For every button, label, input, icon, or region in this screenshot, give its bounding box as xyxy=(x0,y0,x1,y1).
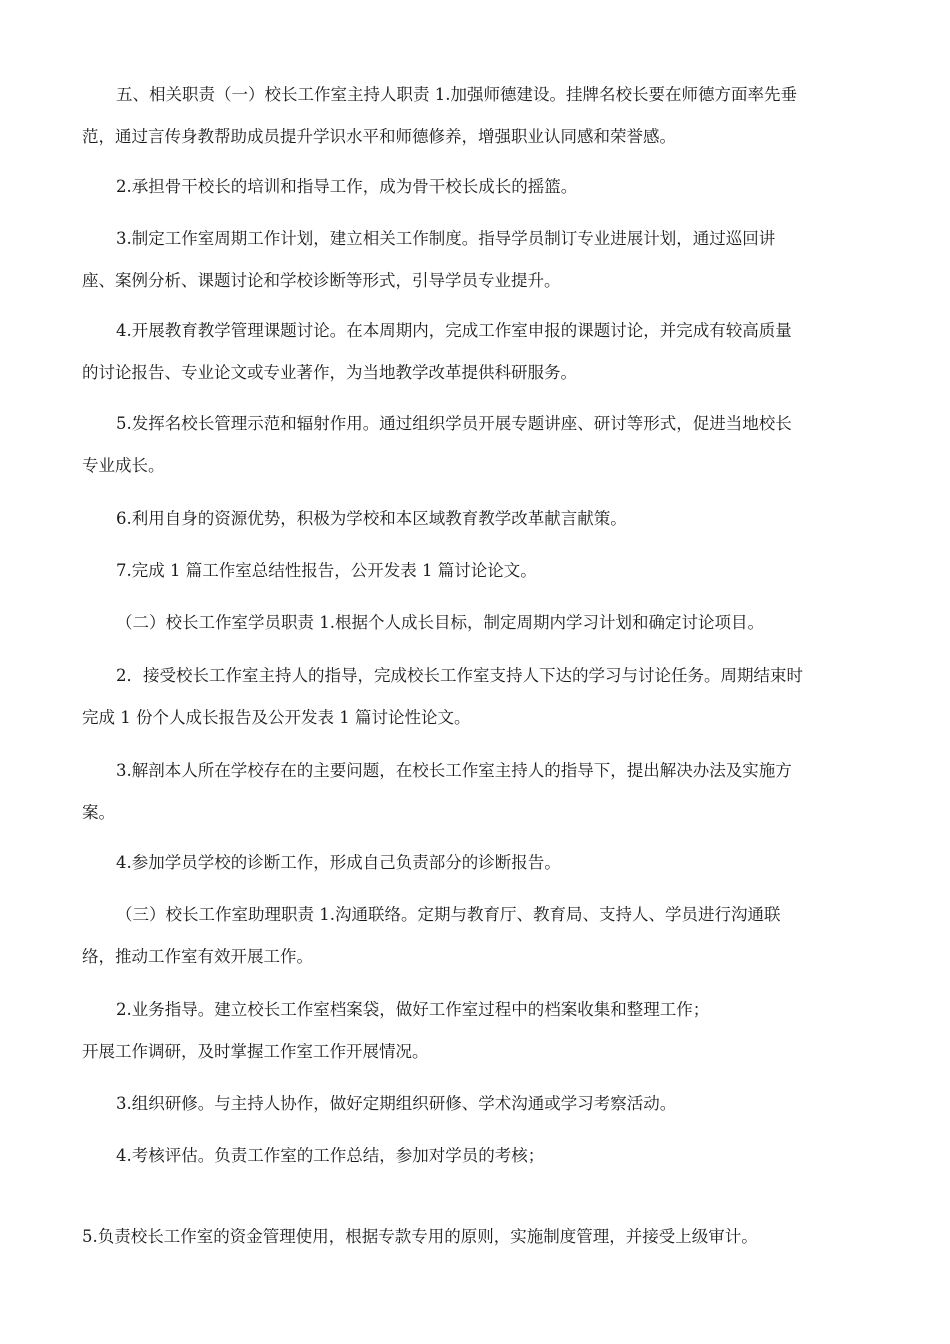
paragraph-member-duties-4 xyxy=(82,842,872,884)
paragraph-principal-duties-1 xyxy=(82,74,872,158)
paragraph-principal-duties-3 xyxy=(82,218,872,302)
paragraph-line: 3.组织研修。与主持人协作，做好定期组织研修、学术沟通或学习考察活动。 xyxy=(116,1094,677,1113)
paragraph-line: 5.负责校长工作室的资金管理使用，根据专款专用的原则，实施制度管理，并接受上级审计。 xyxy=(82,1227,758,1246)
paragraph-line: 范，通过言传身教帮助成员提升学识水平和师德修养，增强职业认同感和荣誉感。 xyxy=(82,127,676,146)
paragraph-line: 4.开展教育教学管理课题讨论。在本周期内，完成工作室申报的课题讨论，并完成有较高质量 xyxy=(116,321,792,340)
paragraph-line: 5.发挥名校长管理示范和辐射作用。通过组织学员开展专题讲座、研讨等形式，促进当地校长 xyxy=(116,414,792,433)
paragraph-line: 3.解剖本人所在学校存在的主要问题，在校长工作室主持人的指导下，提出解决办法及实施方 xyxy=(116,761,792,780)
paragraph-assistant-duties-2 xyxy=(82,989,872,1073)
paragraph-line: 2．接受校长工作室主持人的指导，完成校长工作室支持人下达的学习与讨论任务。周期结束时 xyxy=(116,666,803,685)
paragraph-line: 开展工作调研，及时掌握工作室工作开展情况。 xyxy=(82,1042,429,1061)
paragraph-line: 专业成长。 xyxy=(82,456,165,475)
paragraph-line: 五、相关职责（一）校长工作室主持人职责 1.加强师德建设。挂牌名校长要在师德方面率先垂 xyxy=(116,85,797,104)
paragraph-line: 2.业务指导。建立校长工作室档案袋，做好工作室过程中的档案收集和整理工作； xyxy=(116,1000,710,1019)
paragraph-assistant-duties-1 xyxy=(82,894,872,978)
paragraph-line: （三）校长工作室助理职责 1.沟通联络。定期与教育厅、教育局、支持人、学员进行沟通联 xyxy=(116,905,781,924)
paragraph-member-duties-2 xyxy=(82,655,872,739)
paragraph-assistant-duties-4 xyxy=(82,1135,872,1177)
paragraph-line: 座、案例分析、课题讨论和学校诊断等形式，引导学员专业提升。 xyxy=(82,271,561,290)
paragraph-principal-duties-7 xyxy=(82,550,872,592)
paragraph-assistant-duties-5 xyxy=(82,1216,872,1258)
paragraph-line: 6.利用自身的资源优势，积极为学校和本区域教育教学改革献言献策。 xyxy=(116,509,627,528)
paragraph-principal-duties-2 xyxy=(82,166,872,208)
paragraph-line: 案。 xyxy=(82,803,115,822)
paragraph-line: 2.承担骨干校长的培训和指导工作，成为骨干校长成长的摇篮。 xyxy=(116,177,578,196)
paragraph-assistant-duties-3 xyxy=(82,1083,872,1125)
paragraph-member-duties-1 xyxy=(82,602,872,644)
paragraph-member-duties-3 xyxy=(82,750,872,834)
paragraph-line: 完成 1 份个人成长报告及公开发表 1 篇讨论性论文。 xyxy=(82,708,471,727)
paragraph-line: 3.制定工作室周期工作计划，建立相关工作制度。指导学员制订专业进展计划，通过巡回讲 xyxy=(116,229,776,248)
paragraph-line: 的讨论报告、专业论文或专业著作，为当地教学改革提供科研服务。 xyxy=(82,363,577,382)
paragraph-line: 4.参加学员学校的诊断工作，形成自己负责部分的诊断报告。 xyxy=(116,853,561,872)
paragraph-line: 4.考核评估。负责工作室的工作总结，参加对学员的考核； xyxy=(116,1146,545,1165)
paragraph-line: 络，推动工作室有效开展工作。 xyxy=(82,947,313,966)
paragraph-principal-duties-6 xyxy=(82,498,872,540)
paragraph-principal-duties-4 xyxy=(82,310,872,394)
paragraph-principal-duties-5 xyxy=(82,403,872,487)
paragraph-line: （二）校长工作室学员职责 1.根据个人成长目标，制定周期内学习计划和确定讨论项目。 xyxy=(116,613,764,632)
paragraph-line: 7.完成 1 篇工作室总结性报告，公开发表 1 篇讨论论文。 xyxy=(116,561,537,580)
